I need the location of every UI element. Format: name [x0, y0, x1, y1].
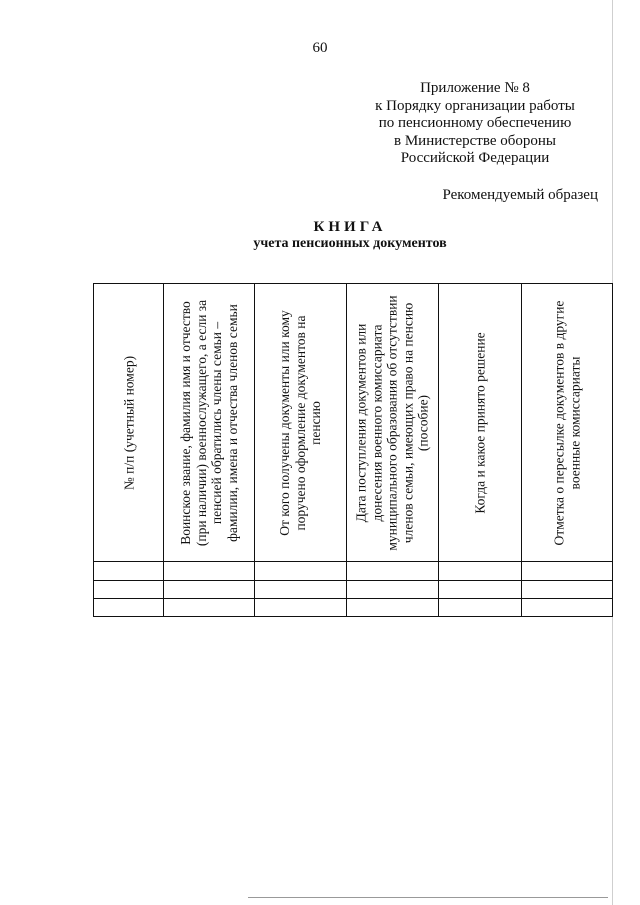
table-row [94, 599, 612, 616]
column-header-text: Отметка о пересылке документов в другие военные комиссариаты [551, 300, 582, 545]
column-header-documents-from [254, 284, 346, 561]
appendix-line: в Министерстве обороны [394, 132, 556, 149]
appendix-block [320, 80, 630, 168]
document-title: КНИГА [313, 219, 387, 235]
appendix-line: к Порядку организации работы [375, 97, 575, 114]
recommended-sample-note: Рекомендуемый образец [442, 187, 598, 203]
column-header-text: От кого получены документы или кому поручено оформление документов на пенсию [276, 309, 323, 536]
appendix-line: Приложение № 8 [420, 80, 530, 96]
table-row [94, 562, 612, 580]
table-row [94, 581, 612, 598]
column-header-number [94, 284, 163, 561]
column-header-transfer-note [521, 284, 612, 561]
document-subtitle: учета пенсионных документов [253, 236, 447, 251]
bottom-rule [248, 897, 608, 898]
page-number: 60 [312, 40, 328, 56]
column-header-decision [438, 284, 521, 561]
column-header-text: Когда и какое принято решение [471, 331, 487, 514]
appendix-line: Российской Федерации [400, 150, 550, 166]
appendix-line: по пенсионному обеспечению [378, 115, 572, 131]
column-header-text: Дата поступления документов или донесения военного комиссариата муниципального образования об отсутствии членов семьи, имеющих право на пенсию (пособие) [353, 294, 431, 551]
column-header-text: Воинское звание, фамилия имя и отчество (при наличии) военнослужащего, а если за пенсией обратились члены семьи – фамилии, имена и отчества членов семьи [177, 299, 239, 546]
column-header-receipt-date [346, 284, 438, 561]
register-table [93, 283, 613, 617]
column-header-text: № п/п (учетный номер) [120, 355, 136, 490]
column-header-rank-name [163, 284, 254, 561]
